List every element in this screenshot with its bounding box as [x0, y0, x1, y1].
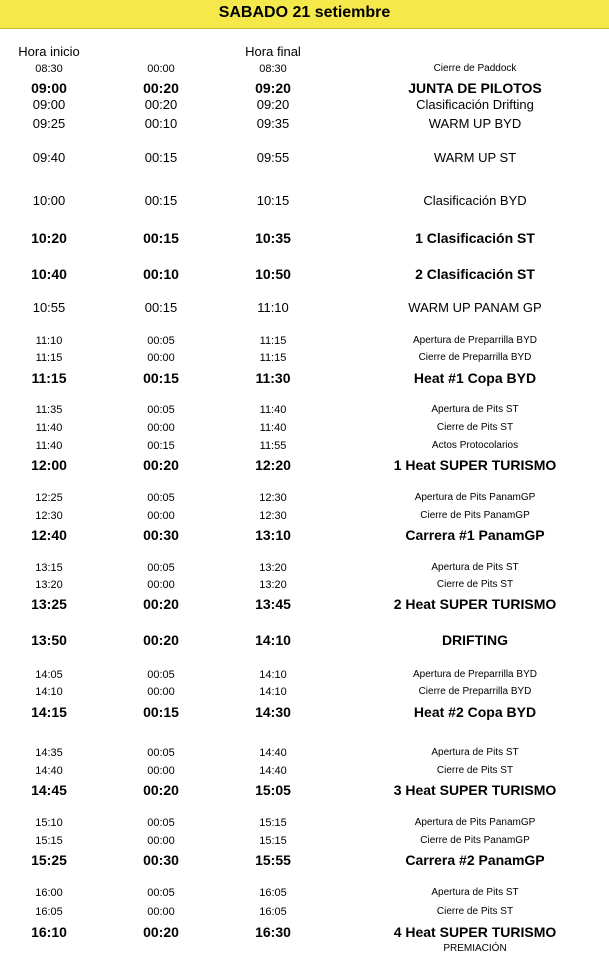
start-time: 10:55: [32, 300, 66, 315]
duration: 00:05: [147, 335, 175, 347]
duration: 00:20: [143, 457, 179, 473]
duration: 00:15: [143, 230, 179, 246]
duration: 00:15: [144, 193, 178, 208]
start-time: 11:15: [31, 370, 67, 386]
end-time: 14:10: [255, 632, 291, 648]
end-time: 11:40: [259, 404, 287, 416]
end-time: 10:50: [255, 266, 291, 282]
start-time: 10:20: [31, 230, 67, 246]
start-time: 12:00: [31, 457, 67, 473]
start-time: 10:00: [32, 193, 66, 208]
start-time: 09:00: [32, 97, 66, 112]
event-name: Apertura de Preparrilla BYD: [413, 669, 537, 680]
start-time: 11:10: [35, 335, 63, 347]
end-time: 14:40: [259, 765, 287, 777]
duration: 00:00: [147, 352, 175, 364]
end-time: 16:05: [259, 887, 287, 899]
duration: 00:15: [147, 440, 175, 452]
duration: 00:20: [143, 596, 179, 612]
duration: 00:00: [147, 765, 175, 777]
event-name: PREMIACIÓN: [443, 943, 507, 954]
end-time: 09:20: [256, 97, 290, 112]
end-time: 15:55: [255, 852, 291, 868]
end-time: 13:20: [259, 562, 287, 574]
duration: 00:20: [143, 782, 179, 798]
date-banner: [0, 0, 609, 29]
duration: 00:15: [143, 370, 179, 386]
duration: 00:00: [147, 579, 175, 591]
duration: 00:20: [143, 80, 179, 96]
end-time: 14:10: [259, 686, 287, 698]
event-name: Carrera #2 PanamGP: [405, 852, 545, 868]
end-time: 11:40: [259, 422, 287, 434]
end-time: 10:15: [256, 193, 290, 208]
event-name: Cierre de Preparrilla BYD: [418, 686, 532, 697]
end-time: 16:05: [259, 906, 287, 918]
duration: 00:10: [143, 266, 179, 282]
end-time: 08:30: [259, 63, 287, 75]
end-time: 12:20: [255, 457, 291, 473]
event-name: Apertura de Pits ST: [431, 404, 519, 415]
duration: 00:00: [147, 63, 175, 75]
end-time: 12:30: [259, 510, 287, 522]
event-name: Cierre de Pits ST: [436, 765, 514, 776]
duration: 00:05: [147, 747, 175, 759]
end-time: 10:35: [255, 230, 291, 246]
event-name: Cierre de Pits ST: [436, 422, 514, 433]
end-time: 11:55: [259, 440, 287, 452]
event-name: Clasificación Drifting: [416, 97, 534, 112]
start-time: 12:40: [31, 527, 67, 543]
event-name: WARM UP BYD: [428, 116, 522, 131]
event-name: Cierre de Pits PanamGP: [420, 835, 530, 846]
event-name: 4 Heat SUPER TURISMO: [393, 924, 557, 940]
duration: 00:20: [143, 924, 179, 940]
event-name: WARM UP ST: [433, 150, 517, 165]
end-time: 11:10: [257, 300, 289, 315]
header-end-time: Hora final: [245, 44, 301, 59]
end-time: 14:30: [255, 704, 291, 720]
end-time: 15:05: [255, 782, 291, 798]
start-time: 11:35: [35, 404, 63, 416]
header-start-time: Hora inicio: [18, 44, 80, 59]
event-name: Apertura de Pits ST: [431, 562, 519, 573]
event-name: 2 Clasificación ST: [415, 266, 535, 282]
event-name: Cierre de Pits ST: [436, 906, 514, 917]
duration: 00:30: [143, 527, 179, 543]
duration: 00:05: [147, 404, 175, 416]
start-time: 16:10: [31, 924, 67, 940]
end-time: 14:10: [259, 669, 287, 681]
start-time: 15:25: [31, 852, 67, 868]
start-time: 12:25: [35, 492, 63, 504]
start-time: 14:10: [35, 686, 63, 698]
end-time: 16:30: [255, 924, 291, 940]
duration: 00:20: [144, 97, 178, 112]
duration: 00:00: [147, 422, 175, 434]
duration: 00:30: [143, 852, 179, 868]
start-time: 16:00: [35, 887, 63, 899]
duration: 00:10: [144, 116, 178, 131]
start-time: 10:40: [31, 266, 67, 282]
event-name: Apertura de Pits PanamGP: [414, 492, 536, 503]
start-time: 15:15: [35, 835, 63, 847]
start-time: 15:10: [35, 817, 63, 829]
duration: 00:05: [147, 492, 175, 504]
event-name: DRIFTING: [441, 632, 509, 648]
event-name: Clasificación BYD: [423, 193, 527, 208]
duration: 00:05: [147, 887, 175, 899]
start-time: 09:25: [32, 116, 66, 131]
event-name: 3 Heat SUPER TURISMO: [393, 782, 557, 798]
end-time: 13:20: [259, 579, 287, 591]
schedule-title: SABADO 21 setiembre: [218, 4, 391, 21]
start-time: 13:25: [31, 596, 67, 612]
start-time: 11:15: [35, 352, 63, 364]
start-time: 13:20: [35, 579, 63, 591]
end-time: 12:30: [259, 492, 287, 504]
end-time: 15:15: [259, 835, 287, 847]
duration: 00:00: [147, 906, 175, 918]
start-time: 14:35: [35, 747, 63, 759]
end-time: 09:35: [256, 116, 290, 131]
duration: 00:15: [144, 150, 178, 165]
event-name: Apertura de Preparrilla BYD: [413, 335, 537, 346]
start-time: 09:40: [32, 150, 66, 165]
end-time: 09:20: [255, 80, 291, 96]
duration: 00:05: [147, 669, 175, 681]
end-time: 11:15: [259, 352, 287, 364]
duration: 00:00: [147, 686, 175, 698]
start-time: 12:30: [35, 510, 63, 522]
start-time: 11:40: [35, 422, 63, 434]
start-time: 08:30: [35, 63, 63, 75]
start-time: 13:50: [31, 632, 67, 648]
end-time: 14:40: [259, 747, 287, 759]
start-time: 11:40: [35, 440, 63, 452]
event-name: Cierre de Preparrilla BYD: [418, 352, 532, 363]
end-time: 11:30: [255, 370, 291, 386]
event-name: Heat #2 Copa BYD: [413, 704, 537, 720]
duration: 00:15: [144, 300, 178, 315]
event-name: Cierre de Pits PanamGP: [420, 510, 530, 521]
event-name: WARM UP PANAM GP: [408, 300, 542, 315]
event-name: Cierre de Paddock: [433, 63, 517, 74]
end-time: 13:10: [255, 527, 291, 543]
duration: 00:00: [147, 510, 175, 522]
duration: 00:20: [143, 632, 179, 648]
end-time: 15:15: [259, 817, 287, 829]
duration: 00:05: [147, 562, 175, 574]
event-name: Actos Protocolarios: [431, 440, 519, 451]
end-time: 09:55: [256, 150, 290, 165]
duration: 00:00: [147, 835, 175, 847]
event-name: Apertura de Pits PanamGP: [414, 817, 536, 828]
event-name: 2 Heat SUPER TURISMO: [393, 596, 557, 612]
start-time: 09:00: [31, 80, 67, 96]
event-name: Cierre de Pits ST: [436, 579, 514, 590]
start-time: 16:05: [35, 906, 63, 918]
duration: 00:15: [143, 704, 179, 720]
end-time: 13:45: [255, 596, 291, 612]
event-name: Apertura de Pits ST: [431, 887, 519, 898]
start-time: 14:40: [35, 765, 63, 777]
event-name: 1 Clasificación ST: [415, 230, 535, 246]
event-name: Apertura de Pits ST: [431, 747, 519, 758]
start-time: 14:05: [35, 669, 63, 681]
start-time: 14:45: [31, 782, 67, 798]
start-time: 13:15: [35, 562, 63, 574]
end-time: 11:15: [259, 335, 287, 347]
event-name: Heat #1 Copa BYD: [413, 370, 537, 386]
start-time: 14:15: [31, 704, 67, 720]
event-name: Carrera #1 PanamGP: [405, 527, 545, 543]
event-name: 1 Heat SUPER TURISMO: [393, 457, 557, 473]
event-name: JUNTA DE PILOTOS: [408, 80, 542, 96]
duration: 00:05: [147, 817, 175, 829]
